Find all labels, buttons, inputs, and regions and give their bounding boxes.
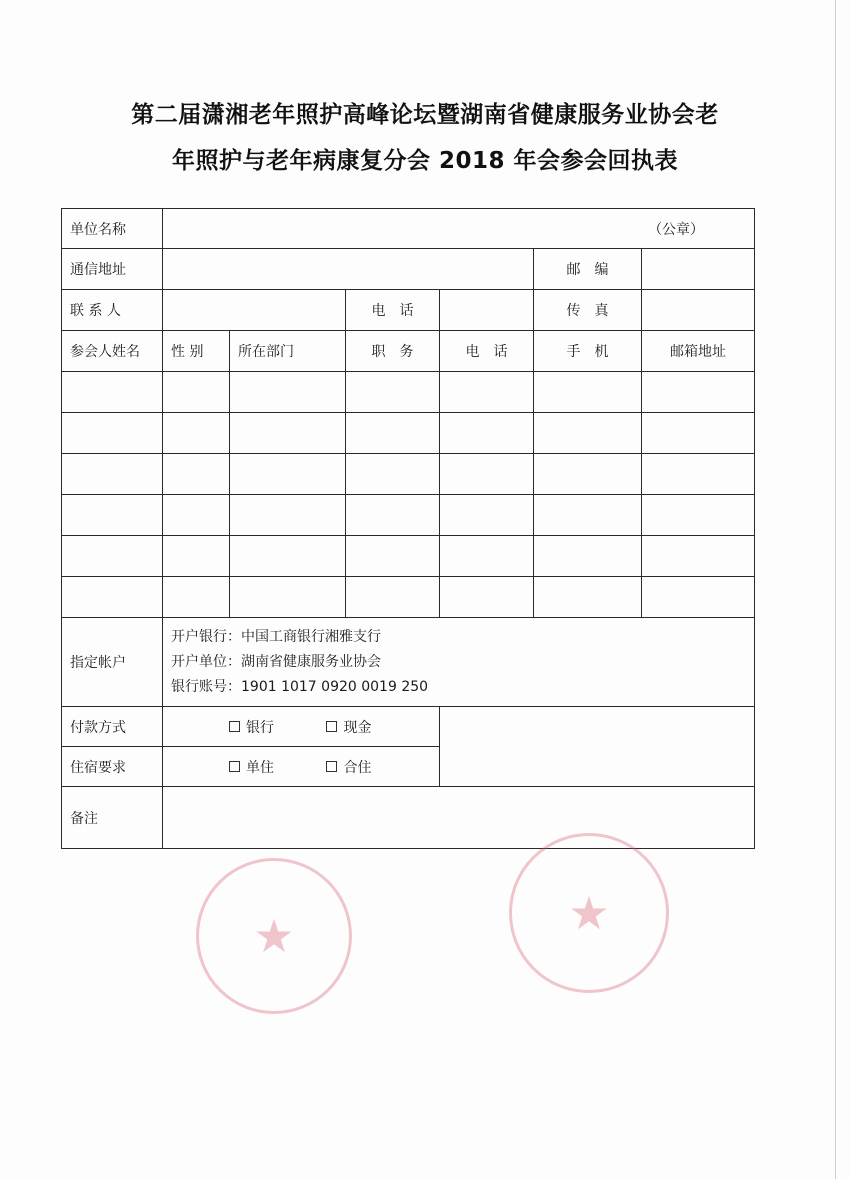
checkbox-icon[interactable]: [229, 721, 240, 732]
lodging-shared-label: 合住: [343, 759, 372, 776]
attendee-gender-cell[interactable]: [163, 495, 230, 536]
column-header-mobile: 手 机: [534, 331, 642, 372]
lodging-single-label: 单住: [246, 759, 274, 776]
attendee-gender-cell[interactable]: [163, 372, 230, 413]
remarks-field[interactable]: [163, 787, 755, 849]
attendee-name-cell[interactable]: [62, 495, 163, 536]
org-name-label: 单位名称: [62, 209, 163, 249]
fax-label: 传 真: [534, 290, 642, 331]
checkbox-icon[interactable]: [326, 721, 337, 732]
attendee-mobile-cell[interactable]: [534, 495, 642, 536]
address-field[interactable]: [163, 249, 534, 290]
attendee-email-cell[interactable]: [642, 577, 755, 618]
seal-star-icon: ★: [568, 886, 610, 940]
attendee-phone-cell[interactable]: [440, 577, 534, 618]
attendee-row: [62, 372, 755, 413]
attendee-mobile-cell[interactable]: [534, 413, 642, 454]
payment-options: [163, 707, 440, 747]
attendee-name-cell[interactable]: [62, 577, 163, 618]
payment-cash-label: 现金: [343, 719, 372, 736]
attendee-department-cell[interactable]: [230, 495, 346, 536]
account-bank: 开户银行：中国工商银行湘雅支行: [171, 628, 381, 645]
attendee-row: [62, 536, 755, 577]
attendee-gender-cell[interactable]: [163, 413, 230, 454]
postcode-label: 邮 编: [534, 249, 642, 290]
page-edge-line: [835, 0, 836, 1179]
attendee-phone-cell[interactable]: [440, 495, 534, 536]
fax-field[interactable]: [642, 290, 755, 331]
attendee-email-cell[interactable]: [642, 454, 755, 495]
attendee-name-cell[interactable]: [62, 372, 163, 413]
column-header-phone: 电 话: [440, 331, 534, 372]
attendee-mobile-cell[interactable]: [534, 454, 642, 495]
remarks-label: 备注: [62, 787, 163, 849]
attendee-mobile-cell[interactable]: [534, 372, 642, 413]
column-header-department: 所在部门: [230, 331, 346, 372]
attendee-row: [62, 413, 755, 454]
column-header-name: 参会人姓名: [62, 331, 163, 372]
lodging-shared-option[interactable]: [326, 757, 371, 777]
attendee-position-cell[interactable]: [346, 372, 440, 413]
attendee-mobile-cell[interactable]: [534, 536, 642, 577]
attendee-row: [62, 495, 755, 536]
attendee-phone-cell[interactable]: [440, 536, 534, 577]
attendee-name-cell[interactable]: [62, 413, 163, 454]
account-number: 银行账号：1901 1017 0920 0019 250: [171, 678, 429, 695]
phone-field[interactable]: [440, 290, 534, 331]
attendee-department-cell[interactable]: [230, 372, 346, 413]
payment-bank-option[interactable]: [229, 717, 274, 737]
form-title-line-2: 年照护与老年病康复分会 2018 年会参会回执表: [171, 148, 679, 174]
red-seal-stamp: [509, 833, 669, 993]
attendee-position-cell[interactable]: [346, 495, 440, 536]
attendee-email-cell[interactable]: [642, 536, 755, 577]
attendee-row: [62, 577, 755, 618]
account-info: [163, 618, 755, 707]
attendee-department-cell[interactable]: [230, 577, 346, 618]
payment-cash-option[interactable]: [326, 717, 371, 737]
attendee-position-cell[interactable]: [346, 536, 440, 577]
checkbox-icon[interactable]: [326, 761, 337, 772]
attendee-name-cell[interactable]: [62, 536, 163, 577]
account-label: 指定帐户: [62, 618, 163, 707]
lodging-options: [163, 747, 440, 787]
contact-label: 联 系 人: [62, 290, 163, 331]
attendee-department-cell[interactable]: [230, 536, 346, 577]
attendee-position-cell[interactable]: [346, 577, 440, 618]
payment-bank-label: 银行: [246, 719, 274, 736]
registration-form-table: [61, 208, 755, 849]
lodging-single-option[interactable]: [229, 757, 274, 777]
attendee-department-cell[interactable]: [230, 454, 346, 495]
seal-note: （公章）: [648, 221, 705, 238]
attendee-position-cell[interactable]: [346, 413, 440, 454]
blank-side-cell: [440, 707, 755, 787]
attendee-gender-cell[interactable]: [163, 536, 230, 577]
attendee-mobile-cell[interactable]: [534, 577, 642, 618]
column-header-gender: 性 别: [163, 331, 230, 372]
column-header-email: 邮箱地址: [642, 331, 755, 372]
seal-star-icon: ★: [253, 909, 295, 963]
phone-label: 电 话: [346, 290, 440, 331]
red-seal-stamp: [196, 858, 352, 1014]
attendee-gender-cell[interactable]: [163, 577, 230, 618]
lodging-label: 住宿要求: [62, 747, 163, 787]
attendee-phone-cell[interactable]: [440, 413, 534, 454]
attendee-phone-cell[interactable]: [440, 454, 534, 495]
column-header-position: 职 务: [346, 331, 440, 372]
payment-label: 付款方式: [62, 707, 163, 747]
attendee-department-cell[interactable]: [230, 413, 346, 454]
attendee-gender-cell[interactable]: [163, 454, 230, 495]
contact-field[interactable]: [163, 290, 346, 331]
form-title-line-1: 第二届潇湘老年照护高峰论坛暨湖南省健康服务业协会老: [131, 102, 719, 128]
attendee-email-cell[interactable]: [642, 413, 755, 454]
account-holder: 开户单位：湖南省健康服务业协会: [171, 653, 381, 670]
attendee-position-cell[interactable]: [346, 454, 440, 495]
checkbox-icon[interactable]: [229, 761, 240, 772]
attendee-row: [62, 454, 755, 495]
attendee-email-cell[interactable]: [642, 495, 755, 536]
attendee-phone-cell[interactable]: [440, 372, 534, 413]
org-name-field[interactable]: [163, 209, 755, 249]
attendee-name-cell[interactable]: [62, 454, 163, 495]
address-label: 通信地址: [62, 249, 163, 290]
postcode-field[interactable]: [642, 249, 755, 290]
attendee-email-cell[interactable]: [642, 372, 755, 413]
